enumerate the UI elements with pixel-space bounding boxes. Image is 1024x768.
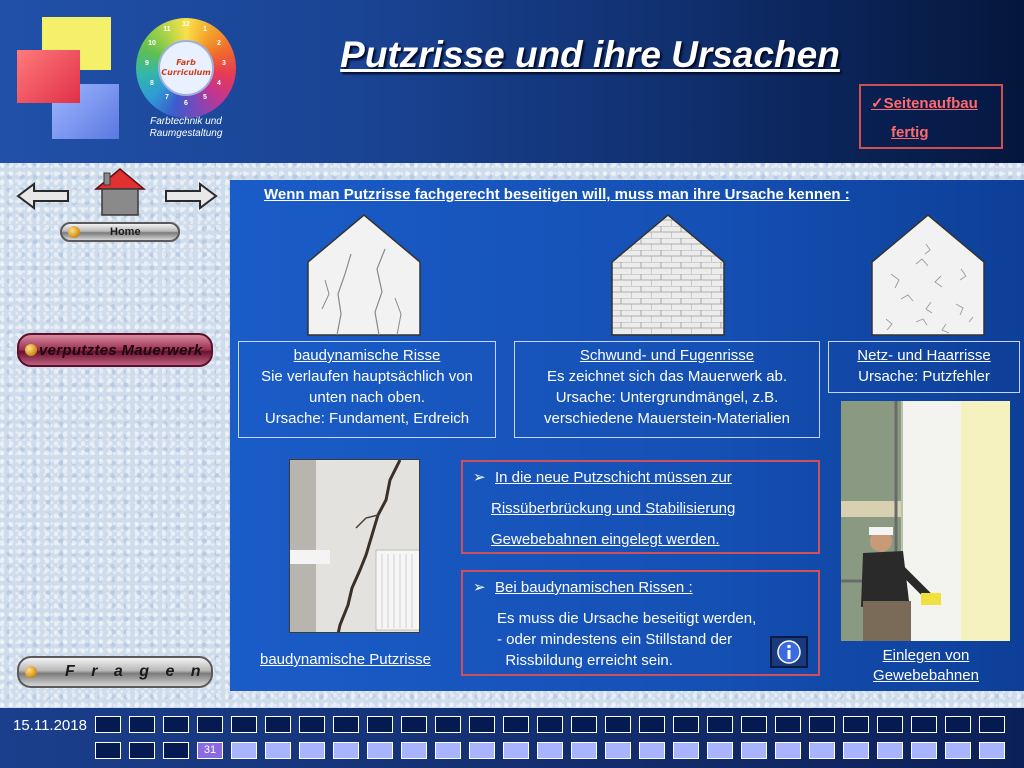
note-box-reinforcement <box>461 460 820 554</box>
slide-nav-square[interactable] <box>265 742 291 759</box>
info-box-title: Netz- und Haarrisse <box>857 347 991 364</box>
slide-nav-square[interactable] <box>503 716 529 733</box>
slide-nav-square[interactable] <box>809 742 835 759</box>
button-dot-icon <box>25 666 37 678</box>
wheel-number: 5 <box>203 94 207 101</box>
slide-nav-square[interactable] <box>639 742 665 759</box>
back-arrow-icon[interactable] <box>16 182 70 210</box>
bullet-arrow-icon: ➢ <box>473 469 486 486</box>
note-box-dynamic-cracks <box>461 570 820 676</box>
slide-nav-square[interactable] <box>673 716 699 733</box>
note-line: - oder mindestens ein Stillstand der <box>497 631 733 648</box>
slide-nav-square[interactable] <box>231 716 257 733</box>
slide-nav-square[interactable] <box>129 716 155 733</box>
current-slide-square[interactable]: 31 <box>197 742 223 759</box>
info-box-shrinkage-cracks <box>514 341 820 438</box>
slide-nav-square[interactable] <box>401 742 427 759</box>
slide-nav-square[interactable] <box>333 716 359 733</box>
slide-nav-square[interactable] <box>877 742 903 759</box>
decor-square-red <box>17 50 80 103</box>
note-line: Rissüberbrückung und Stabilisierung <box>491 500 736 517</box>
slide-nav-square[interactable] <box>299 742 325 759</box>
slide-nav-square[interactable] <box>469 742 495 759</box>
info-box-dynamic-cracks <box>238 341 496 438</box>
slide-nav-square[interactable] <box>639 716 665 733</box>
slide-nav-square[interactable] <box>945 716 971 733</box>
info-box-line: Ursache: Untergrundmängel, z.B. <box>555 389 779 406</box>
logo-caption <box>138 116 234 140</box>
wheel-number: 4 <box>217 80 221 87</box>
slide-nav-square[interactable] <box>299 716 325 733</box>
info-box-title: baudynamische Risse <box>293 347 441 364</box>
wheel-number: 8 <box>150 80 154 87</box>
home-button-label: Home <box>110 226 141 238</box>
content-panel <box>230 180 1024 691</box>
status-link-seitenaufbau[interactable]: ✓Seitenaufbau <box>871 95 978 112</box>
home-button[interactable] <box>60 222 180 242</box>
slide-nav-square[interactable] <box>775 742 801 759</box>
slide-nav-square[interactable] <box>503 742 529 759</box>
slide-navigation-footer <box>0 708 1024 768</box>
note-line: Bei baudynamischen Rissen : <box>495 579 693 596</box>
wheel-number: 7 <box>165 94 169 101</box>
info-icon[interactable] <box>770 636 808 668</box>
slide-nav-square[interactable] <box>877 716 903 733</box>
info-box-title: Schwund- und Fugenrisse <box>579 347 755 364</box>
logo-word-farb: Farb <box>176 58 196 67</box>
slide-nav-square[interactable] <box>435 742 461 759</box>
logo-center <box>158 40 214 96</box>
slide-nav-square[interactable] <box>95 716 121 733</box>
slide-nav-square[interactable] <box>537 742 563 759</box>
status-link-fertig[interactable]: fertig <box>891 124 929 141</box>
slide-nav-square[interactable] <box>469 716 495 733</box>
house-hairline-cracks-icon <box>871 214 985 336</box>
wheel-number: 6 <box>184 100 188 107</box>
slide-nav-square[interactable] <box>333 742 359 759</box>
slide-nav-square[interactable] <box>129 742 155 759</box>
slide-nav-square[interactable] <box>367 716 393 733</box>
color-wheel-logo <box>136 18 236 118</box>
topic-button[interactable] <box>17 333 213 367</box>
worker-photo <box>841 401 1010 641</box>
slide-nav-square[interactable] <box>571 716 597 733</box>
slide-nav-square[interactable] <box>707 742 733 759</box>
info-box-line: Es zeichnet sich das Mauerwerk ab. <box>546 368 788 385</box>
slide-nav-square[interactable] <box>707 716 733 733</box>
caption-crack-photo: baudynamische Putzrisse <box>260 651 431 668</box>
note-line: In die neue Putzschicht müssen zur <box>495 469 732 486</box>
info-box-line: Ursache: Putzfehler <box>858 368 990 385</box>
slide-nav-square[interactable] <box>605 716 631 733</box>
slide-nav-square[interactable] <box>911 716 937 733</box>
logo-caption-line: Farbtechnik und <box>150 116 222 127</box>
crack-photo <box>289 459 420 633</box>
wheel-number: 12 <box>182 21 190 28</box>
wheel-number: 1 <box>203 26 207 33</box>
note-line: Es muss die Ursache beseitigt werden, <box>497 610 757 627</box>
wheel-number: 3 <box>222 60 226 67</box>
info-box-hairline-cracks <box>828 341 1020 393</box>
header-bar <box>0 0 1024 163</box>
wheel-number: 11 <box>163 26 171 33</box>
slide-nav-square[interactable] <box>435 716 461 733</box>
slide-nav-square[interactable] <box>979 742 1005 759</box>
slide-nav-square[interactable] <box>163 716 189 733</box>
wheel-number: 2 <box>217 40 221 47</box>
logo-word-curriculum: Curriculum <box>161 68 211 77</box>
note-line: Rissbildung erreicht sein. <box>497 652 673 669</box>
note-line: Gewebebahnen eingelegt werden. <box>491 531 720 548</box>
slide-nav-square[interactable] <box>197 716 223 733</box>
slide-nav-square[interactable] <box>95 742 121 759</box>
forward-arrow-icon[interactable] <box>164 182 218 210</box>
button-dot-icon <box>68 226 80 238</box>
house-brick-pattern-icon <box>611 214 725 336</box>
info-box-line: unten nach oben. <box>309 389 425 406</box>
logo-caption-line: Raumgestaltung <box>149 128 223 139</box>
info-box-line: verschiedene Mauerstein-Materialien <box>544 410 790 427</box>
info-box-line: Sie verlaufen hauptsächlich von <box>261 368 473 385</box>
house-dynamic-cracks-icon <box>307 214 421 336</box>
slide-nav-square[interactable] <box>843 742 869 759</box>
topic-button-label: verputztes Mauerwerk <box>39 341 203 359</box>
slide-nav-square[interactable] <box>265 716 291 733</box>
questions-button-label: F r a g e n <box>65 663 207 680</box>
slide-nav-square[interactable] <box>945 742 971 759</box>
intro-heading: Wenn man Putzrisse fachgerecht beseitigen will, muss man ihre Ursache kennen : <box>264 186 850 203</box>
slide-nav-square[interactable] <box>367 742 393 759</box>
caption-worker-photo: Einlegen von Gewebebahnen <box>873 647 979 684</box>
bullet-arrow-icon: ➢ <box>473 579 486 596</box>
questions-button[interactable] <box>17 656 213 688</box>
slide-nav-square[interactable] <box>843 716 869 733</box>
slide-nav-square[interactable] <box>231 742 257 759</box>
slide-nav-square[interactable] <box>911 742 937 759</box>
slide-nav-square[interactable] <box>571 742 597 759</box>
slide-nav-square[interactable] <box>163 742 189 759</box>
wheel-number: 10 <box>148 40 156 47</box>
slide-nav-square[interactable] <box>741 742 767 759</box>
info-box-line: Ursache: Fundament, Erdreich <box>264 410 470 427</box>
slide-nav-square[interactable] <box>401 716 427 733</box>
status-box <box>859 84 1003 149</box>
slide-nav-square[interactable] <box>537 716 563 733</box>
wheel-number: 9 <box>145 60 149 67</box>
slide-nav-square[interactable] <box>673 742 699 759</box>
slide-nav-square[interactable] <box>775 716 801 733</box>
date-label: 15.11.2018 <box>13 717 87 734</box>
slide-nav-square[interactable] <box>605 742 631 759</box>
slide-nav-square[interactable] <box>979 716 1005 733</box>
button-dot-icon <box>25 344 37 356</box>
home-icon[interactable] <box>92 167 148 217</box>
page-title: Putzrisse und ihre Ursachen <box>340 34 840 75</box>
slide-nav-square[interactable] <box>741 716 767 733</box>
slide-nav-square[interactable] <box>809 716 835 733</box>
